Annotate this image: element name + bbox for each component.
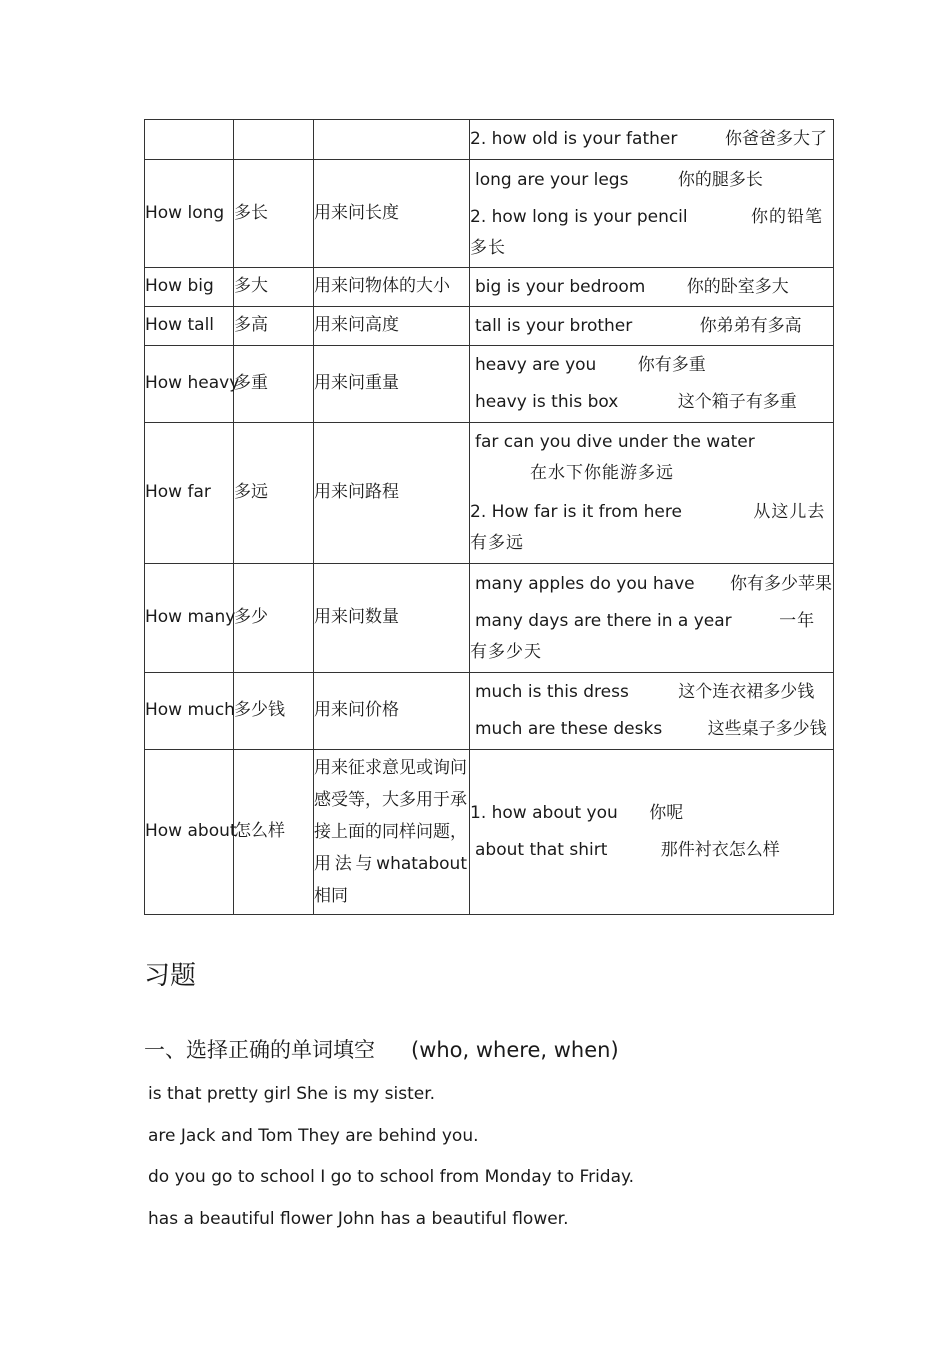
example-en: much are these desks	[475, 719, 663, 739]
example-en: 1. how about you	[470, 803, 618, 823]
usage: 用来问物体的大小	[314, 268, 470, 307]
usage: 用来问数量	[314, 564, 470, 673]
example-line	[470, 350, 833, 381]
example-en: much is this dress	[475, 682, 629, 702]
meaning: 多重	[234, 346, 314, 423]
examples	[470, 564, 834, 673]
example-zh: 你有多少苹果	[730, 573, 833, 594]
question-line: is that pretty girl She is my sister.	[148, 1084, 436, 1104]
example-zh: 你爸爸多大了	[725, 129, 827, 149]
example-line	[470, 163, 833, 196]
table-row	[145, 750, 834, 915]
usage: 用来问长度	[314, 160, 470, 268]
meaning: 怎么样	[234, 750, 314, 915]
example-en: many days are there in a year	[475, 610, 732, 631]
question-word	[145, 120, 234, 160]
question-word: How far	[145, 423, 234, 564]
example-en: many apples do you have	[475, 573, 695, 594]
example-zh: 你的卧室多大	[686, 276, 789, 297]
example-line	[470, 798, 833, 829]
meaning	[234, 120, 314, 160]
table-row	[145, 307, 834, 346]
exercise-title: 习题	[144, 961, 197, 991]
meaning: 多少钱	[234, 673, 314, 750]
question-word: How tall	[145, 307, 234, 346]
question-word: How long	[145, 160, 234, 268]
usage: 用来问路程	[314, 423, 470, 564]
examples	[470, 120, 834, 160]
example-zh: 在水下你能游多远	[530, 463, 674, 483]
table-row	[145, 120, 834, 160]
example-en: heavy are you	[475, 355, 597, 375]
example-line	[470, 272, 833, 303]
usage: 用来问价格	[314, 673, 470, 750]
question-word: How many	[145, 564, 234, 673]
examples	[470, 268, 834, 307]
example-zh: 你有多重	[637, 355, 706, 375]
examples	[470, 750, 834, 915]
example-line	[470, 714, 833, 745]
meaning: 多大	[234, 268, 314, 307]
meaning: 多少	[234, 564, 314, 673]
example-line	[470, 569, 833, 600]
example-en: long are your legs	[475, 170, 629, 190]
example-line	[470, 677, 833, 708]
example-zh: 从这儿去有多远	[470, 502, 826, 553]
question-line: has a beautiful flower John has a beautiful flower.	[148, 1209, 569, 1229]
example-line	[470, 311, 833, 342]
section-heading-text: 一、选择正确的单词填空	[144, 1038, 375, 1062]
example-en: 2. how old is your father	[470, 129, 678, 149]
examples	[470, 423, 834, 564]
usage: 用来征求意见或询问感受等，大多用于承接上面的同样问题，用法与whatabout 相同	[314, 750, 470, 915]
question-line: do you go to school I go to school from Monday to Friday.	[148, 1167, 635, 1187]
meaning: 多长	[234, 160, 314, 268]
example-en: 2. How far is it from here	[470, 502, 682, 522]
question-word: How about	[145, 750, 234, 915]
example-en: big is your bedroom	[475, 276, 646, 297]
usage: 用来问高度	[314, 307, 470, 346]
example-line	[470, 497, 833, 559]
example-en: far can you dive under the water	[475, 432, 755, 452]
table-row	[145, 423, 834, 564]
example-zh: 这个连衣裙多少钱	[678, 682, 815, 702]
question-word: How heavy	[145, 346, 234, 423]
example-en: about that shirt	[475, 840, 608, 860]
table-row	[145, 346, 834, 423]
example-zh: 你的腿多长	[677, 170, 763, 190]
example-en: tall is your brother	[475, 315, 633, 336]
section-options: (who, where, when)	[411, 1038, 619, 1062]
how-questions-table	[144, 119, 834, 915]
example-line	[470, 202, 833, 264]
table-row	[145, 160, 834, 268]
usage: 用来问重量	[314, 346, 470, 423]
usage	[314, 120, 470, 160]
examples	[470, 673, 834, 750]
example-zh: 这个箱子有多重	[677, 392, 797, 412]
question-word: How much	[145, 673, 234, 750]
example-zh: 你呢	[649, 803, 684, 823]
example-zh: 你的铅笔多长	[470, 207, 824, 258]
meaning: 多高	[234, 307, 314, 346]
question-word: How big	[145, 268, 234, 307]
examples	[470, 346, 834, 423]
table-row	[145, 673, 834, 750]
example-zh: 这些桌子多少钱	[707, 719, 827, 739]
question-line: are Jack and Tom They are behind you.	[148, 1126, 479, 1146]
example-line	[470, 387, 833, 418]
example-zh: 一年有多少天	[470, 610, 816, 662]
example-en: heavy is this box	[475, 392, 619, 412]
example-line	[470, 606, 833, 668]
example-en: 2. how long is your pencil	[470, 207, 688, 227]
example-line	[470, 835, 833, 866]
example-line	[470, 427, 833, 489]
section-heading	[144, 1034, 619, 1064]
example-zh: 那件衬衣怎么样	[660, 840, 780, 860]
table-row	[145, 564, 834, 673]
examples	[470, 307, 834, 346]
table-row	[145, 268, 834, 307]
example-zh: 你弟弟有多高	[699, 315, 802, 336]
example-line	[470, 124, 833, 155]
meaning: 多远	[234, 423, 314, 564]
examples	[470, 160, 834, 268]
